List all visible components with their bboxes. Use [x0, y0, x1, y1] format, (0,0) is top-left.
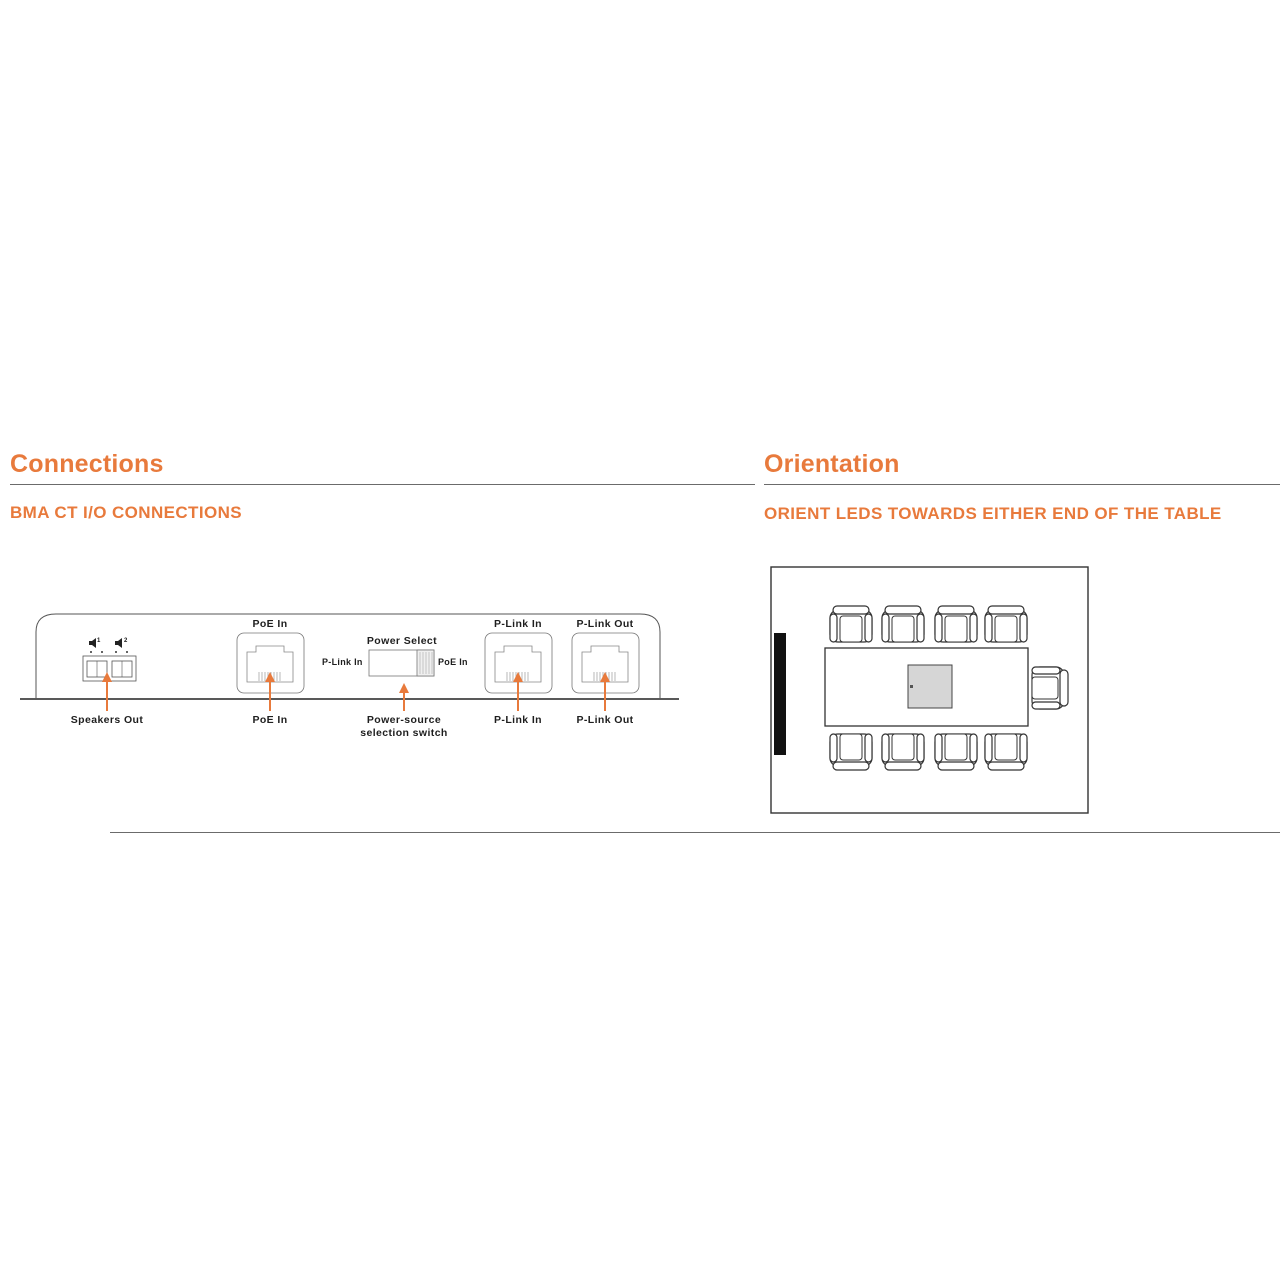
power-select-switch [369, 650, 434, 676]
arrow-power-select [399, 683, 409, 711]
chair-bottom-2 [882, 734, 924, 770]
label-bottom-poe-in: PoE In [252, 714, 288, 726]
label-top-p-link-in: P-Link In [494, 618, 542, 630]
arrow-p-link-out [600, 672, 610, 711]
label-bottom-selection-switch: selection switch [360, 727, 448, 739]
label-top-p-link-out: P-Link Out [576, 618, 634, 630]
label-top-poe-in: PoE In [252, 618, 288, 630]
device-led-indicator [910, 685, 913, 688]
display-screen [774, 633, 786, 755]
chair-top-2 [882, 606, 924, 642]
chair-end [1032, 667, 1068, 709]
speaker-icon [115, 638, 122, 648]
orientation-subheading: ORIENT LEDS TOWARDS EITHER END OF THE TABLE [764, 504, 1222, 523]
bma-ct-device [908, 665, 952, 708]
bottom-divider-rule [110, 832, 1280, 833]
chair-bottom-3 [935, 734, 977, 770]
chair-top-3 [935, 606, 977, 642]
speaker-1-mark: 1 [97, 638, 101, 644]
label-bottom-power-source: Power-source [366, 714, 442, 726]
speaker-terminal-block [83, 651, 136, 681]
orientation-header-rule [764, 484, 1280, 485]
chair-bottom-4 [985, 734, 1027, 770]
chair-top-1 [830, 606, 872, 642]
arrow-poe-in [265, 672, 275, 711]
conference-table [825, 648, 1028, 726]
p-link-in-port [485, 633, 552, 693]
arrow-speakers-out [102, 672, 112, 711]
label-bottom-p-link-out: P-Link Out [576, 714, 634, 726]
connections-header-rule [10, 484, 755, 485]
chair-bottom-1 [830, 734, 872, 770]
orientation-heading: Orientation [764, 450, 900, 478]
switch-label-left: P-Link In [322, 657, 363, 667]
room-outline [771, 567, 1088, 813]
speaker-icon [89, 638, 96, 648]
connections-subheading: BMA CT I/O CONNECTIONS [10, 503, 242, 522]
speaker-2-mark: 2 [124, 638, 128, 644]
chair-top-4 [985, 606, 1027, 642]
label-bottom-speakers-out: Speakers Out [70, 714, 144, 726]
label-top-power-select: Power Select [366, 635, 438, 647]
p-link-out-port [572, 633, 639, 693]
label-bottom-p-link-in: P-Link In [494, 714, 542, 726]
switch-label-right: PoE In [438, 657, 468, 667]
connections-heading: Connections [10, 450, 164, 478]
arrow-p-link-in [513, 672, 523, 711]
poe-in-port [237, 633, 304, 693]
